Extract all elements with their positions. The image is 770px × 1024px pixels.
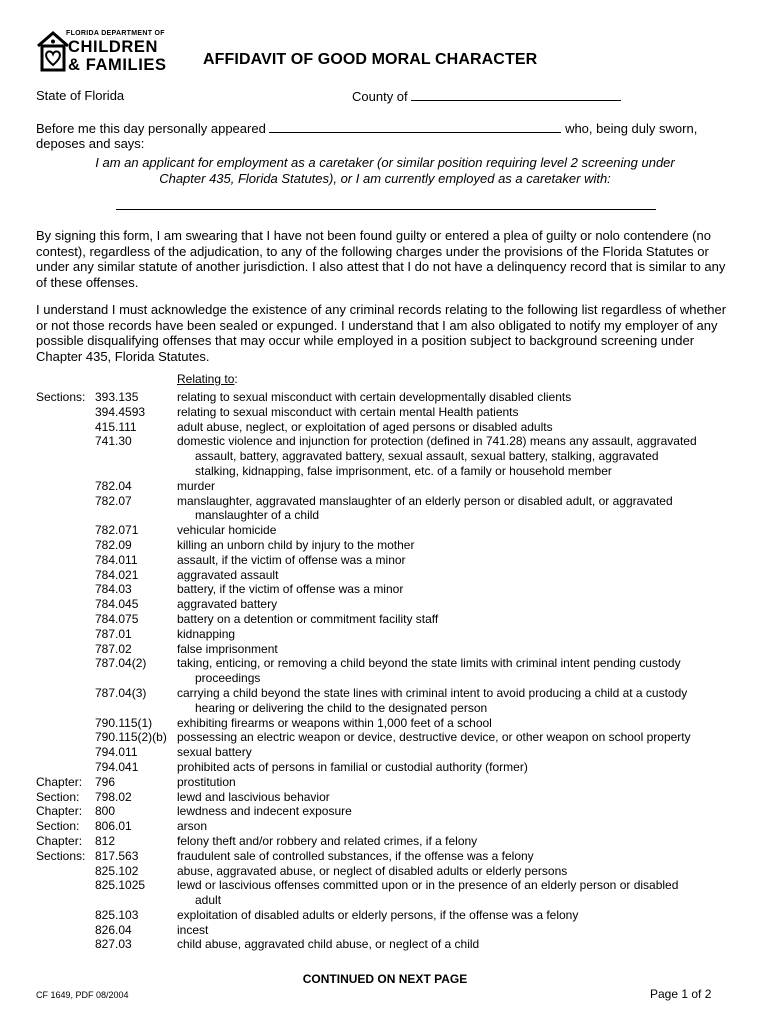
offense-row: [36, 642, 736, 657]
statute-number: 787.01: [95, 626, 132, 641]
offense-row: [36, 878, 736, 908]
offense-description: exploitation of disabled adults or elderly persons, if the offense was a felony: [177, 907, 579, 922]
offense-description-continued: hearing or delivering the child to the designated person: [195, 700, 488, 715]
statute-number: 825.103: [95, 907, 139, 922]
form-id: CF 1649, PDF 08/2004: [36, 990, 129, 1000]
employer-field[interactable]: [116, 209, 656, 210]
appeared-label: Before me this day personally appeared: [36, 121, 266, 136]
offense-description: assault, if the victim of offense was a minor: [177, 552, 406, 567]
offense-description: relating to sexual misconduct with certain mental Health patients: [177, 404, 519, 419]
offense-row: [36, 834, 736, 849]
offense-row: [36, 479, 736, 494]
statute-number: 784.011: [95, 552, 138, 567]
offense-description: sexual battery: [177, 745, 252, 760]
county-line: [352, 88, 621, 105]
offense-row: [36, 745, 736, 760]
offense-description: killing an unborn child by injury to the mother: [177, 537, 415, 552]
offense-description: possessing an electric weapon or device, destructive device, or other weapon on school property: [177, 730, 691, 745]
offense-row: [36, 804, 736, 819]
statute-number: 798.02: [95, 789, 132, 804]
county-field[interactable]: [411, 88, 621, 101]
statute-number: 787.04(2): [95, 656, 147, 671]
offense-row: [36, 420, 736, 435]
statute-number: 825.102: [95, 863, 139, 878]
offense-description: arson: [177, 819, 208, 834]
offense-description: prostitution: [177, 774, 236, 789]
offense-row: [36, 790, 736, 805]
offense-row: [36, 582, 736, 597]
offense-description: lewd and lascivious behavior: [177, 789, 330, 804]
offense-row: [36, 730, 736, 745]
page-number: Page 1 of 2: [650, 987, 712, 1001]
offense-description-continued: proceedings: [195, 671, 261, 686]
offense-type-label: Chapter:: [36, 774, 83, 789]
statute-number: 782.09: [95, 537, 132, 552]
offense-row: [36, 760, 736, 775]
appeared-line: [36, 120, 697, 137]
statute-number: 790.115(2)(b): [95, 730, 167, 745]
acknowledge-paragraph: I understand I must acknowledge the existence of any criminal records relating to the following list regardless of whether or not those records have been sealed or expunged. I understand that I am also obligated to notify my employer of any possible disqualifying offenses that may occur while employed in a position subject to background screening under Chapter 435, Florida Statutes.: [36, 302, 727, 364]
offense-description: manslaughter, aggravated manslaughter of an elderly person or disabled adult, or aggravated: [177, 493, 673, 508]
offense-row: [36, 405, 736, 420]
offense-row: [36, 523, 736, 538]
offense-description: battery on a detention or commitment facility staff: [177, 611, 439, 626]
offense-description: aggravated battery: [177, 597, 278, 612]
sworn-label: who, being duly sworn,: [565, 121, 698, 136]
statute-number: 796: [95, 774, 116, 789]
offense-row: [36, 390, 736, 405]
statute-number: 827.03: [95, 937, 132, 952]
logo-dept-text: FLORIDA DEPARTMENT OF: [66, 30, 165, 37]
offense-description-continued: assault, battery, aggravated battery, sexual assault, sexual battery, stalking, aggravated: [195, 449, 659, 464]
continued-notice: CONTINUED ON NEXT PAGE: [302, 972, 468, 986]
statute-number: 782.04: [95, 478, 132, 493]
offense-description: fraudulent sale of controlled substances, if the offense was a felony: [177, 848, 534, 863]
offense-row: [36, 627, 736, 642]
offense-row: [36, 716, 736, 731]
offense-description-continued: stalking, kidnapping, false imprisonment, etc. of a family or household member: [195, 463, 612, 478]
dcf-logo: [36, 30, 176, 76]
statute-number: 825.1025: [95, 878, 146, 893]
offense-description: lewd or lascivious offenses committed upon or in the presence of an elderly person or disabled: [177, 878, 679, 893]
offense-description: false imprisonment: [177, 641, 278, 656]
offense-type-label: Chapter:: [36, 833, 83, 848]
relating-to-heading: Relating to:: [177, 372, 238, 386]
statute-number: 784.021: [95, 567, 139, 582]
offense-type-label: Sections:: [36, 390, 86, 404]
statute-number: 784.03: [95, 582, 132, 597]
offense-description: adult abuse, neglect, or exploitation of aged persons or disabled adults: [177, 419, 553, 434]
offense-type-label: Section:: [36, 789, 80, 804]
offense-row: [36, 937, 736, 952]
offense-list: [36, 390, 736, 952]
offense-description: felony theft and/or robbery and related crimes, if a felony: [177, 833, 478, 848]
offense-description: exhibiting firearms or weapons within 1,000 feet of a school: [177, 715, 492, 730]
statute-number: 415.111: [95, 419, 137, 434]
statute-number: 787.02: [95, 641, 132, 656]
offense-description: relating to sexual misconduct with certain developmentally disabled clients: [177, 390, 572, 404]
logo-families-text: & FAMILIES: [68, 56, 167, 74]
statute-number: 782.071: [95, 523, 139, 538]
offense-row: [36, 775, 736, 790]
offense-description: prohibited acts of persons in familial or custodial authority (former): [177, 759, 528, 774]
offense-description: domestic violence and injunction for protection (defined in 741.28) means any assault, aggravated: [177, 434, 697, 449]
offense-type-label: Sections:: [36, 848, 86, 863]
county-label: County of: [352, 89, 408, 104]
statute-number: 817.563: [95, 848, 139, 863]
offense-description-continued: adult: [195, 893, 222, 908]
affiant-name-field[interactable]: [269, 120, 561, 133]
offense-row: [36, 923, 736, 938]
statute-number: 790.115(1): [95, 715, 153, 730]
statute-number: 787.04(3): [95, 685, 147, 700]
offense-description: lewdness and indecent exposure: [177, 804, 352, 819]
offense-row: [36, 568, 736, 583]
statute-number: 806.01: [95, 819, 132, 834]
offense-description: incest: [177, 922, 209, 937]
offense-description: taking, enticing, or removing a child beyond the state limits with criminal intent pending custody: [177, 656, 681, 671]
statute-number: 784.075: [95, 611, 139, 626]
logo-children-text: CHILDREN: [68, 38, 159, 56]
statute-number: 812: [95, 833, 116, 848]
offense-row: [36, 908, 736, 923]
offense-description: carrying a child beyond the state lines with criminal intent to avoid producing a child at a custody: [177, 685, 688, 700]
offense-row: [36, 494, 736, 524]
offense-row: [36, 612, 736, 627]
offense-row: [36, 819, 736, 834]
offense-row: [36, 434, 736, 478]
applicant-statement-line1: I am an applicant for employment as a caretaker (or similar position requiring level 2 screening under: [95, 155, 675, 170]
offense-row: [36, 686, 736, 716]
swearing-paragraph: By signing this form, I am swearing that I have not been found guilty or entered a plea of guilty or nolo contendere (no contest), regardless of the adjudication, to any of the following charges under the provisions of the Florida Statutes or under any similar statute of another jurisdiction. I also attest that I do not have a delinquency record that is similar to any of these offenses.: [36, 228, 726, 290]
offense-row: [36, 656, 736, 686]
house-heart-icon: [36, 30, 70, 74]
offense-description: abuse, aggravated abuse, or neglect of disabled adults or elderly persons: [177, 863, 568, 878]
state-label: State of Florida: [36, 88, 125, 103]
offense-row: [36, 538, 736, 553]
statute-number: 741.30: [95, 434, 132, 449]
offense-description: murder: [177, 478, 216, 493]
statute-number: 800: [95, 804, 116, 819]
statute-number: 394.4593: [95, 404, 146, 419]
applicant-statement-line2: Chapter 435, Florida Statutes), or I am currently employed as a caretaker with:: [159, 171, 611, 186]
page-title: AFFIDAVIT OF GOOD MORAL CHARACTER: [203, 51, 538, 68]
statute-number: 782.07: [95, 493, 132, 508]
statute-number: 393.135: [95, 390, 139, 404]
statute-number: 826.04: [95, 922, 132, 937]
offense-type-label: Chapter:: [36, 804, 83, 819]
statute-number: 784.045: [95, 597, 139, 612]
statute-number: 794.041: [95, 759, 139, 774]
offense-type-label: Section:: [36, 819, 80, 834]
offense-description-continued: manslaughter of a child: [195, 508, 320, 523]
offense-row: [36, 553, 736, 568]
offense-description: battery, if the victim of offense was a minor: [177, 582, 404, 597]
statute-number: 794.011: [95, 745, 138, 760]
offense-description: kidnapping: [177, 626, 236, 641]
offense-row: [36, 864, 736, 879]
offense-row: [36, 597, 736, 612]
offense-description: aggravated assault: [177, 567, 279, 582]
deposes-label: deposes and says:: [36, 136, 145, 151]
offense-description: child abuse, aggravated child abuse, or neglect of a child: [177, 937, 480, 952]
offense-row: [36, 849, 736, 864]
offense-description: vehicular homicide: [177, 523, 277, 538]
